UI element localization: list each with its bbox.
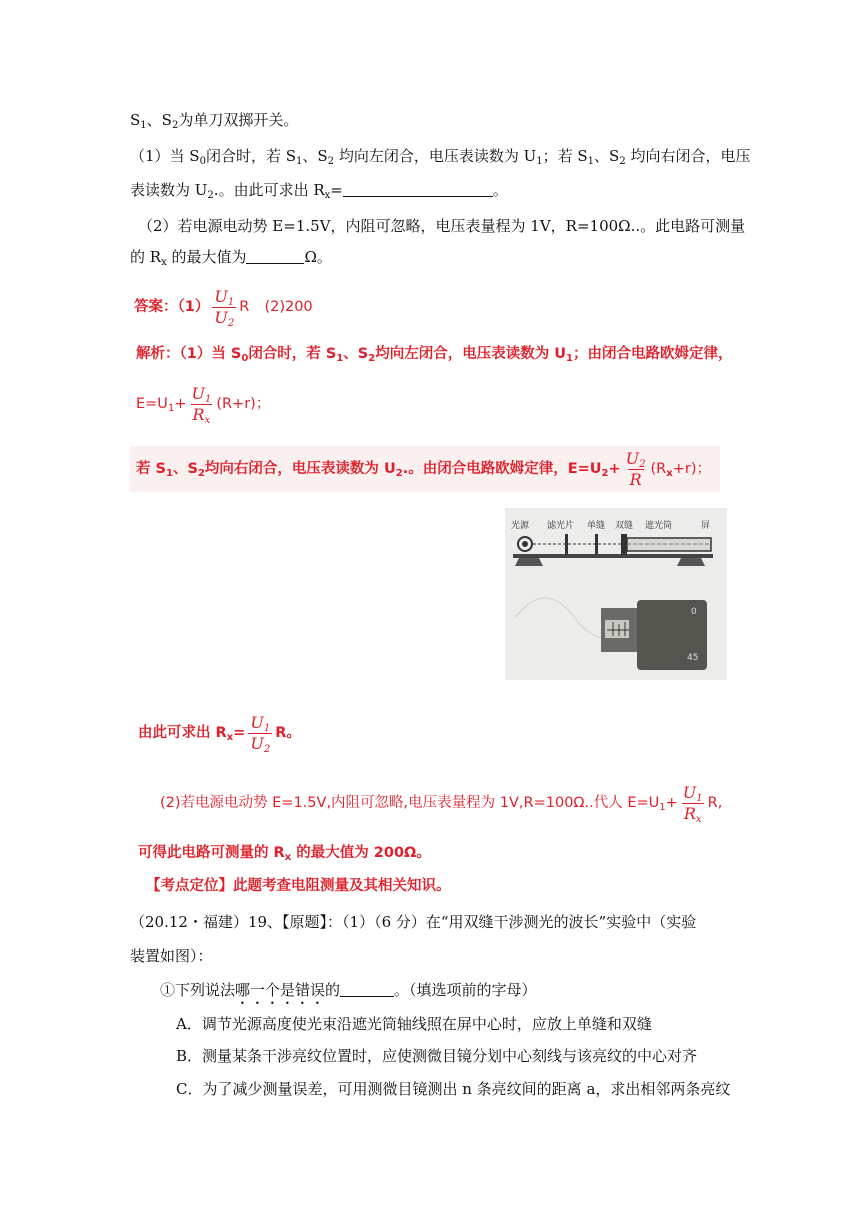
- label-tube: 遮光筒: [645, 521, 673, 531]
- apparatus-figure: [505, 508, 727, 680]
- analysis-fraction-4: $\frac{U_1}{R_x}$: [682, 782, 703, 825]
- question-1-line-1: （1）当 $S_0$闭合时，若 $S_1$、$S_2$ 均向左闭合，电压表读数为 $U_1$；若 $S_1$、$S_2$ 均向右闭合，电压: [130, 147, 751, 167]
- label-double-slit: 双缝: [615, 521, 634, 531]
- scale-bottom-label: 45: [687, 653, 699, 663]
- problem-19-question: ①下列说法哪一个是错误的 。（填选项前的字母）: [160, 981, 537, 999]
- answer-line: 答案：（1） $\frac{U_1}{U_2}$ R (2)200: [134, 286, 313, 329]
- problem-19-line-1: （20.12・福建）19、【原题】：（1）（6 分）在“用双缝干涉测光的波长”实验中（实验: [130, 913, 697, 931]
- apparatus-drawing: [505, 508, 727, 680]
- analysis-fraction-1: $\frac{U_1}{R_x}$: [191, 383, 212, 426]
- answer-blank-2[interactable]: [246, 249, 304, 264]
- analysis-fraction-3: $\frac{U_1}{U_2}$: [250, 712, 271, 755]
- analysis-line-3: 若 $S_1$、$S_2$均向右闭合，电压表读数为 $U_2$.。由闭合电路欧姆定律，$E=U_2+$ $\frac{U_2}{R}$ $(R_x+r)$；: [136, 448, 711, 489]
- label-filter: 滤光片: [547, 521, 575, 531]
- question-1-line-2: 表读数为 $U_2$.。由此可求出 $R_x=$ 。: [130, 181, 508, 201]
- option-c: C．为了减少测量误差，可用测微目镜测出 n 条亮纹间的距离 a，求出相邻两条亮纹: [176, 1080, 731, 1098]
- analysis-line-5: (2)若电源电动势 E=1.5V,内阻可忽略,电压表量程为 1V,R=100Ω..代人 $E=U_1+$ $\frac{U_1}{R_x}$ R,: [160, 782, 723, 825]
- exam-point-line: 【考点定位】此题考查电阻测量及其相关知识。: [146, 878, 451, 894]
- answer-blank-1[interactable]: [343, 182, 493, 197]
- option-b: B．测量某条干涉亮纹位置时，应使测微目镜分划中心刻线与该亮纹的中心对齐: [176, 1047, 698, 1065]
- scale-top-label: 0: [691, 607, 697, 617]
- analysis-line-4: 由此可求出 $R_x=$ $\frac{U_1}{U_2}$ R。: [138, 712, 301, 755]
- answer-blank-3[interactable]: [340, 982, 394, 997]
- analysis-line-6: 可得此电路可测量的 $R_x$ 的最大值为 200Ω。: [138, 845, 431, 863]
- label-screen: 屏: [701, 521, 711, 531]
- analysis-line-2: $E=U_1+$ $\frac{U_1}{R_x}$ (R+r)；: [136, 383, 271, 426]
- option-a: A．调节光源高度使光束沿遮光筒轴线照在屏中心时，应放上单缝和双缝: [176, 1015, 652, 1033]
- analysis-fraction-2: $\frac{U_2}{R}$: [625, 448, 646, 489]
- intro-line: $S_1$、$S_2$为单刀双掷开关。: [130, 111, 299, 131]
- question-2-line-1: （2）若电源电动势 E=1.5V，内阻可忽略，电压表量程为 1V，R=100Ω..。此电路可测量: [138, 217, 746, 235]
- question-2-line-2: 的 $R_x$ 的最大值为 Ω。: [130, 248, 332, 268]
- problem-19-line-2: 装置如图）：: [130, 947, 213, 965]
- answer-fraction: $\frac{U_1}{U_2}$: [214, 286, 235, 329]
- analysis-line-1: 解析：（1）当 $S_0$闭合时，若 $S_1$、$S_2$均向左闭合，电压表读数为 $U_1$；由闭合电路欧姆定律，: [136, 346, 733, 364]
- label-light-source: 光源: [511, 521, 530, 531]
- label-single-slit: 单缝: [587, 521, 606, 531]
